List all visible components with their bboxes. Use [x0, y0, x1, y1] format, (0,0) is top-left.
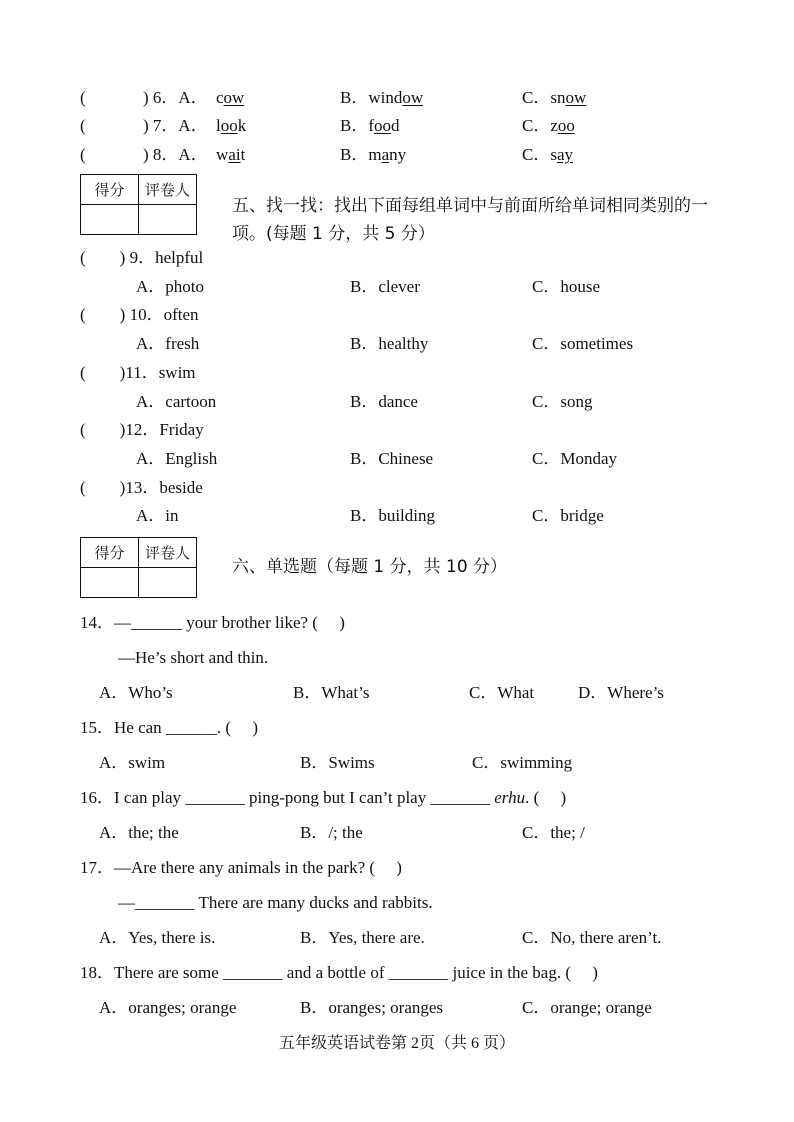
- question-number: ) 7．A．: [143, 116, 208, 135]
- option-c: C．zoo: [522, 116, 575, 135]
- question-stem: 18．There are some _______ and a bottle of _______ juice in the bag. ( ): [80, 963, 598, 982]
- question-stem: ( ) 10．often: [80, 305, 199, 324]
- score-label: 得分: [81, 538, 139, 568]
- option-c: C．orange; orange: [522, 998, 652, 1017]
- option-a: A．Who’s: [99, 683, 173, 702]
- option-c: C．No, there aren’t.: [522, 928, 662, 947]
- score-cell: [81, 568, 139, 598]
- question-stem: ( )11．swim: [80, 363, 196, 382]
- score-box-section5: [80, 174, 197, 235]
- option-b: B．clever: [350, 277, 420, 296]
- option-a: cow: [216, 88, 245, 107]
- question-dialogue: —He’s short and thin.: [118, 648, 269, 667]
- option-c: C．song: [532, 392, 593, 411]
- option-a: A．oranges; orange: [99, 998, 237, 1017]
- option-a: A．English: [136, 449, 218, 468]
- page-footer: 五年级英语试卷第 2页（共 6 页）: [278, 1035, 515, 1052]
- option-c: C．snow: [522, 88, 587, 107]
- grader-label: 评卷人: [139, 175, 197, 205]
- option-c: C．What: [469, 683, 535, 702]
- option-b: B．oranges; oranges: [300, 998, 444, 1017]
- answer-paren: (: [80, 145, 86, 164]
- option-b: B．dance: [350, 392, 418, 411]
- grader-label: 评卷人: [139, 538, 197, 568]
- option-a: A．photo: [136, 277, 204, 296]
- option-a: A．fresh: [136, 334, 200, 353]
- option-b: B．Chinese: [350, 449, 434, 468]
- score-label: 得分: [81, 175, 139, 205]
- score-cell: [81, 205, 139, 235]
- option-a: wait: [216, 145, 246, 164]
- question-stem: 14．—______ your brother like? ( ): [80, 613, 345, 632]
- section6-title: 六、单选题（每题 1 分，共 10 分）: [232, 557, 508, 577]
- option-b: B．food: [340, 116, 400, 135]
- option-c: C．the; /: [522, 823, 585, 842]
- option-b: B．What’s: [293, 683, 370, 702]
- option-c: C．Monday: [532, 449, 617, 468]
- option-d: D．Where’s: [578, 683, 664, 702]
- option-b: B．Swims: [300, 753, 375, 772]
- option-b: B．many: [340, 145, 407, 164]
- option-c: C．house: [532, 277, 600, 296]
- option-a: A．the; the: [99, 823, 179, 842]
- question-stem: 17．—Are there any animals in the park? ( ): [80, 858, 402, 877]
- score-box-section6: [80, 537, 197, 598]
- option-a: A．swim: [99, 753, 166, 772]
- question-stem: ( )13．beside: [80, 478, 203, 497]
- option-b: B．Yes, there are.: [300, 928, 425, 947]
- option-c: C．say: [522, 145, 574, 164]
- option-b: B．window: [340, 88, 424, 107]
- option-b: B．healthy: [350, 334, 429, 353]
- question-stem: ( )12．Friday: [80, 420, 204, 439]
- option-a: look: [216, 116, 247, 135]
- answer-paren: (: [80, 116, 86, 135]
- grader-cell: [139, 205, 197, 235]
- option-a: A．Yes, there is.: [99, 928, 216, 947]
- grader-cell: [139, 568, 197, 598]
- option-c: C．sometimes: [532, 334, 634, 353]
- question-dialogue: —_______ There are many ducks and rabbits.: [118, 893, 433, 912]
- question-stem: 15．He can ______. ( ): [80, 718, 258, 737]
- option-b: B．building: [350, 506, 436, 525]
- option-a: A．cartoon: [136, 392, 217, 411]
- option-b: B．/; the: [300, 823, 363, 842]
- question-number: ) 8．A．: [143, 145, 208, 164]
- option-a: A．in: [136, 506, 179, 525]
- option-c: C．swimming: [472, 753, 573, 772]
- option-c: C．bridge: [532, 506, 604, 525]
- answer-paren: (: [80, 88, 86, 107]
- question-stem: ( ) 9．helpful: [80, 248, 204, 267]
- section5-title: 五、找一找：找出下面每组单词中与前面所给单词相同类别的一项。(每题 1 分，共 5 分）: [232, 196, 708, 244]
- question-number: ) 6．A．: [143, 88, 208, 107]
- question-stem: 16．I can play _______ ping-pong but I can’t play _______ erhu. ( ): [80, 788, 567, 807]
